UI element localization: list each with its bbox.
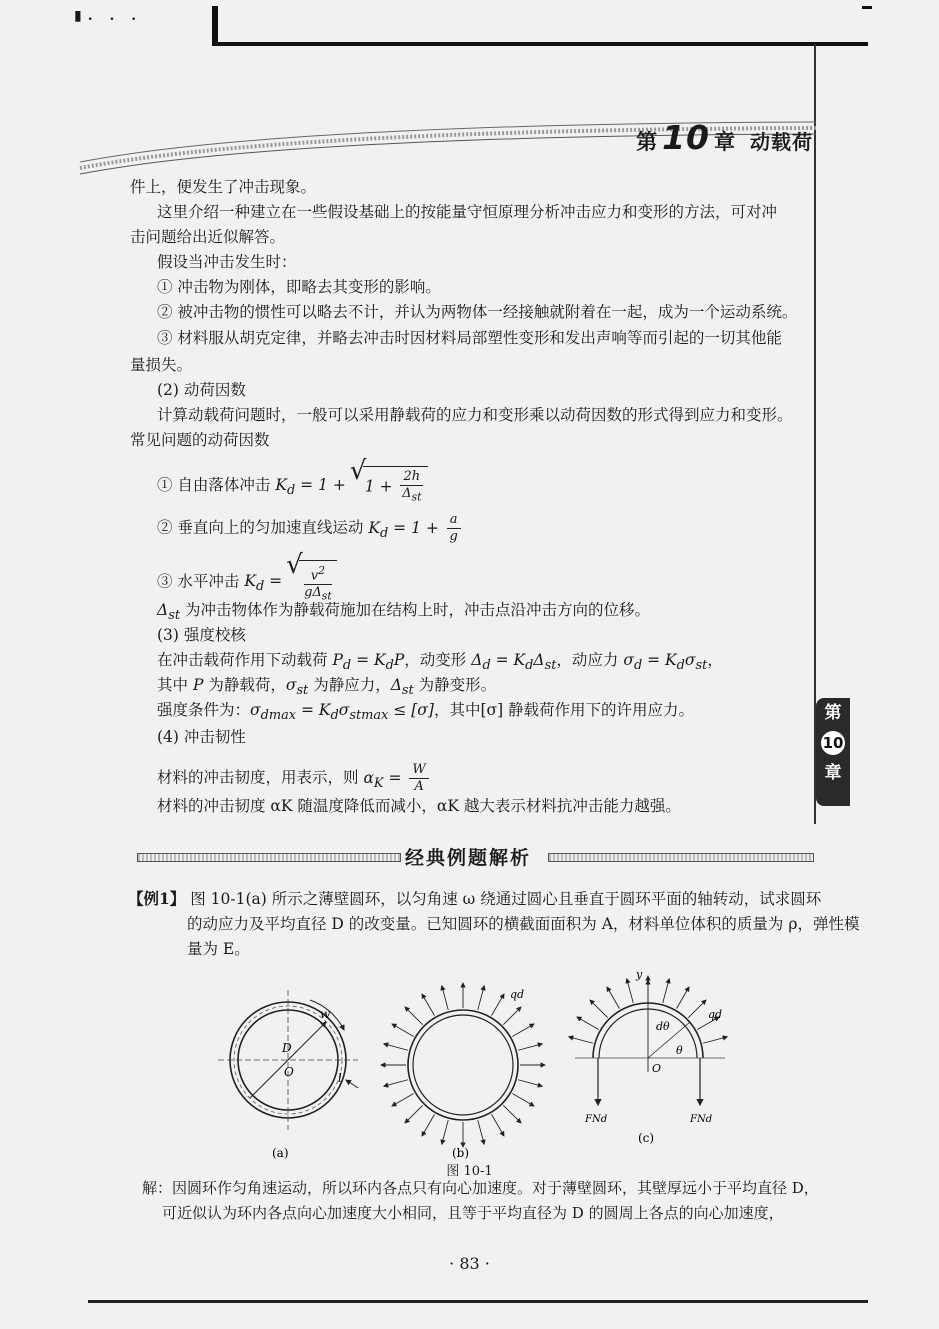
chapter-title: 第 10 章 动载荷 — [636, 118, 813, 157]
page-number: · 83 · — [449, 1254, 490, 1273]
solution-line: 可近似认为环内各点向心加速度大小相同，且等于平均直径为 D 的圆周上各点的向心加速度， — [162, 1204, 784, 1222]
text-line: ① 冲击物为刚体，即略去其变形的影响。 — [157, 278, 441, 296]
text-line: 其中 P 为静载荷，$\sigma_{st}$ 为静应力，$\Delta_{st}$ 为静变形。 — [157, 676, 497, 699]
load-arrow — [577, 1017, 599, 1030]
load-arrow — [492, 994, 505, 1016]
label-O: O — [284, 1065, 294, 1079]
load-arrow — [405, 1105, 423, 1123]
text-line: 常见问题的动荷因数 — [130, 431, 270, 449]
label-FNd-right: FNd — [690, 1114, 713, 1125]
label-a: (a) — [272, 1146, 289, 1160]
load-arrow — [422, 1114, 435, 1136]
load-arrow — [518, 1080, 542, 1086]
header-frame — [212, 6, 868, 46]
load-arrow — [518, 1044, 542, 1050]
load-arrow — [677, 987, 690, 1009]
text-line: 计算动载荷问题时，一般可以采用静载荷的应力和变形乘以动荷因数的形式得到应力和变形。 — [157, 406, 793, 424]
load-arrow — [590, 1000, 608, 1018]
label-O: O — [652, 1062, 662, 1075]
text-line: 强度条件为：$\sigma_{dmax} = K_d\sigma_{stmax} \le [\sigma]$，其中[σ] 静载荷作用下的许用应力。 — [157, 701, 695, 724]
load-arrow — [422, 994, 435, 1016]
load-arrow — [492, 1114, 505, 1136]
label-b: (b) — [452, 1146, 470, 1160]
formula-acceleration: ② 垂直向上的匀加速直线运动 $K_d = 1$ + $\frac{a}{g}$ — [157, 512, 837, 545]
text-line: ③ 材料服从胡克定律，并略去冲击时因材料局部塑性变形和发出声响等而引起的一切其他能 — [157, 329, 782, 347]
load-arrow — [384, 1044, 408, 1050]
label-qd: qd — [708, 1008, 723, 1021]
load-arrow — [569, 1037, 593, 1043]
text-line: 材料的冲击韧度 αK 随温度降低而减小，αK 越大表示材料抗冲击能力越强。 — [157, 797, 681, 815]
load-arrow — [663, 979, 669, 1003]
load-arrow — [392, 1024, 414, 1037]
example-line: 量为 E。 — [187, 940, 250, 958]
text-line: 量损失。 — [130, 356, 193, 374]
load-arrow — [442, 1120, 448, 1144]
text-line: 假设当冲击发生时： — [157, 253, 297, 271]
load-arrow — [703, 1037, 727, 1043]
label-dtheta: dθ — [656, 1020, 670, 1033]
formula-horizontal: ③ 水平冲击 $K_d$ = √ $\frac{v^2}{g\Delta_{st}}$ — [157, 560, 837, 605]
figure-c — [569, 968, 727, 1145]
load-arrow — [503, 1007, 521, 1025]
bottom-rule — [88, 1300, 868, 1303]
load-arrow — [478, 986, 484, 1010]
example-line: 【例1】 图 10-1(a) 所示之薄壁圆环，以匀角速 ω 绕通过圆心且垂直于圆环平面的轴转动，试求圆环 — [128, 889, 822, 908]
formula-free-fall: ① 自由落体冲击 $K_d = 1$ + √ 1 + $\frac{2h}{\Delta_{st}}$ — [157, 466, 837, 506]
text-line: 材料的冲击韧度，用表示，则 $\alpha_K$ = $\frac{W}{A}$ — [157, 762, 837, 795]
text-line: 件上，便发生了冲击现象。 — [130, 178, 317, 196]
text-line: 击问题给出近似解答。 — [130, 228, 286, 246]
figure-caption: 图 10-1 — [446, 1164, 493, 1179]
corner-mark: ▮. . . — [74, 8, 143, 24]
label-c: (c) — [638, 1131, 655, 1145]
text-line: 这里介绍一种建立在一些假设基础上的按能量守恒原理分析冲击应力和变形的方法，可对冲 — [157, 203, 778, 221]
load-arrow — [627, 979, 633, 1003]
load-arrow — [512, 1094, 534, 1107]
label-y: y — [636, 968, 643, 981]
load-arrow — [512, 1024, 534, 1037]
subheading: (2) 动荷因数 — [157, 381, 246, 399]
text-line: ② 被冲击物的惯性可以略去不计，并认为两物体一经接触就附着在一起，成为一个运动系统。 — [157, 303, 798, 321]
load-arrow — [688, 1000, 706, 1018]
load-arrow — [478, 1120, 484, 1144]
label-D: D — [282, 1041, 292, 1055]
load-arrow — [384, 1080, 408, 1086]
label-l: l — [338, 1071, 342, 1085]
figure-a — [218, 990, 358, 1160]
section-rule-right — [548, 853, 814, 862]
subheading: (3) 强度校核 — [157, 626, 246, 644]
example-line: 的动应力及平均直径 D 的改变量。已知圆环的横截面面积为 A，材料单位体积的质量为 ρ，弹性模 — [187, 915, 860, 933]
label-qd: qd — [510, 988, 525, 1001]
load-arrow — [442, 986, 448, 1010]
solution-line: 解：因圆环作匀角速运动，所以环内各点只有向心加速度。对于薄壁圆环，其壁厚远小于平均直径 D， — [142, 1179, 819, 1197]
label-theta: θ — [676, 1044, 683, 1057]
subheading: (4) 冲击韧性 — [157, 728, 246, 746]
label-w: w — [320, 1007, 331, 1021]
section-rule-left — [137, 853, 401, 862]
section-title: 经典例题解析 — [405, 847, 532, 869]
label-FNd-left: FNd — [585, 1114, 608, 1125]
figure-10-1 — [200, 960, 723, 1180]
text-line: 在冲击载荷作用下动载荷 $P_d = K_dP$，动变形 $\Delta_d = K_d\Delta_{st}$，动应力 $\sigma_d = K_d\sigma_{st}$， — [157, 651, 723, 674]
text-line: $\Delta_{st}$ 为冲击物体作为静载荷施加在结构上时，冲击点沿冲击方向的位移。 — [157, 601, 650, 624]
chapter-side-tab: 第 10 章 — [816, 698, 850, 806]
load-arrow — [607, 987, 620, 1009]
load-arrow — [503, 1105, 521, 1123]
load-arrow — [392, 1094, 414, 1107]
figure-b — [381, 983, 545, 1160]
load-arrow — [405, 1007, 423, 1025]
